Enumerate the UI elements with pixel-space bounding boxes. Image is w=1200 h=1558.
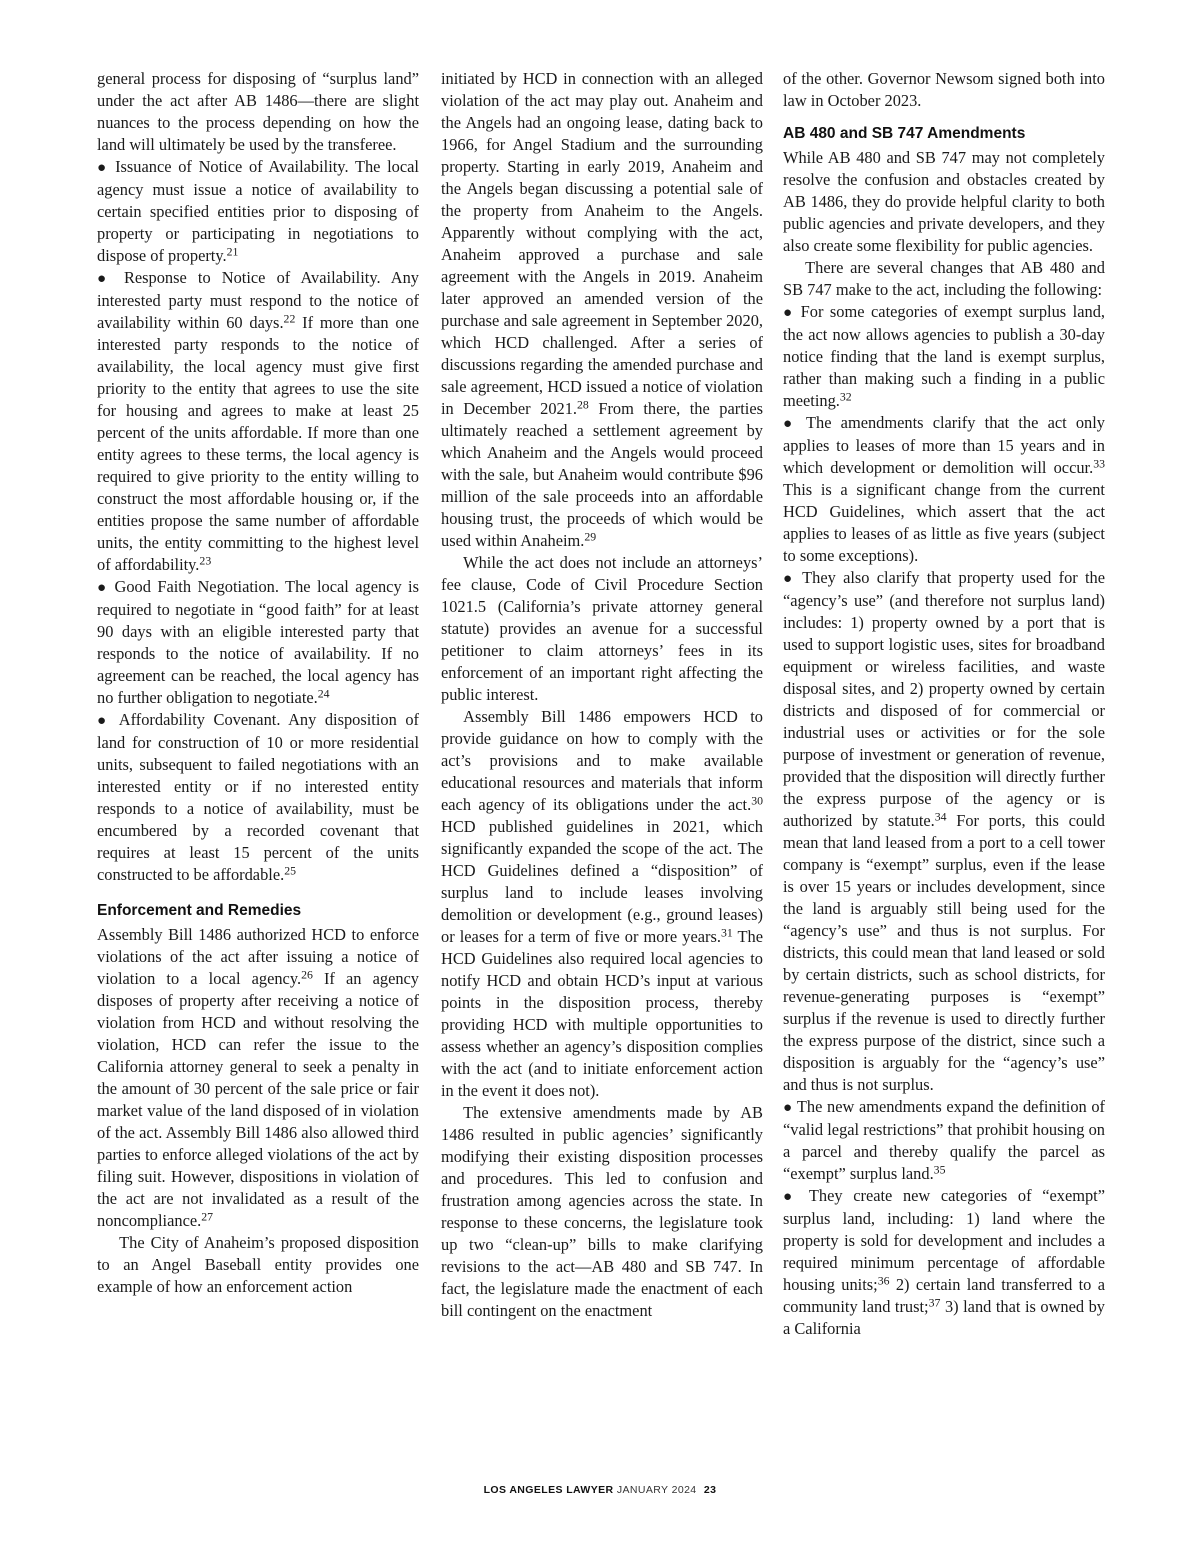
paragraph: Assembly Bill 1486 authorized HCD to enforce violations of the act after issuing a notice of violation to a local agency.$^{26}$ If an agency disposes of property after receiving a notice of violation from HCD and without resolving the violation, HCD can refer the issue to the California attorney general to seek a penalty in the amount of 30 percent of the sale price or fair market value of the land disposed of in violation of the act. Assembly Bill 1486 also allowed third parties to enforce alleged violations of the act by filing suit. However, dispositions in violation of the act are not invalidated as a result of the noncompliance.$^{27}$ [97,925,420,1230]
column-1 [97,68,419,1298]
bullet-item: ● Good Faith Negotiation. The local agency is required to negotiate in “good faith” for at least 90 days with an eligible interested party that responds to the notice of availability. If no agreement can be reached, the local agency has no further obligation to negotiate.$^{24}$ [97,576,419,709]
footnote-ref: 31 [720,925,733,940]
footnote-ref: 35 [933,1162,946,1177]
footnote-ref: 34 [934,809,947,824]
paragraph: While AB 480 and SB 747 may not completely resolve the confusion and obstacles created by AB 1486, they do provide helpful clarity to both public agencies and private developers, and they also create some flexibility for public agencies. [783,148,1105,255]
column-3 [783,68,1105,1340]
magazine-name: LOS ANGELES LAWYER [483,1484,614,1496]
bullet-item: ● Response to Notice of Availability. Any interested party must respond to the notice of availability within 60 days.$^{22}$ If more than one interested party responds to the notice of availability, the local agency must give first priority to the entity that agrees to use the site for housing and agrees to make at least 25 percent of the units affordable. If more than one entity agrees to these terms, the local agency is required to give priority to the entity willing to construct the most affordable housing or, if the entities propose the same number of affordable units, the entity committing to the highest level of affordability.$^{23}$ [97,267,419,576]
column-2 [441,68,763,1322]
bullet-item: ● Affordability Covenant. Any disposition of land for construction of 10 or more residential units, subsequent to failed negotiations with an interested entity or if no interested entity responds to a notice of availability, must be encumbered by a recorded covenant that requires at least 15 percent of the units constructed to be affordable.$^{25}$ [97,709,419,886]
paragraph: There are several changes that AB 480 and SB 747 make to the act, including the following: [783,258,1105,299]
footnote-ref: 24 [317,686,330,701]
paragraph: initiated by HCD in connection with an alleged violation of the act may play out. Anaheim and the Angels had an ongoing lease, dating back to 1966, for Angel Stadium and the surrounding property. Starting in early 2019, Anaheim and the Angels began discussing a potential sale of the property from Anaheim to the Angels. Apparently without complying with the act, Anaheim approved a purchase and sale agreement with the Angels in 2019. Anaheim later approved an amended version of the purchase and sale agreement in September 2020, which HCD challenged. After a series of discussions regarding the amended purchase and sale agreement, HCD issued a notice of violation in December 2021.28 From there, the parties ultimately reached a settlement agreement by which Anaheim and the Angels would proceed with the sale, but Anaheim would contribute $96 million of the sale proceeds into an affordable housing trust, the proceeds of which would be used within Anaheim.$^{29}$ [441,69,763,550]
footnote-ref: 29 [584,529,597,544]
paragraph: general process for disposing of “surplus land” under the act after AB 1486—there are slight nuances to the process depending on how the land will ultimately be used by the transferee. [97,69,419,154]
issue-date: JANUARY 2024 [616,1484,697,1496]
paragraph: of the other. Governor Newsom signed both into law in October 2023. [783,69,1105,110]
bullet-item: ● They create new categories of “exempt” surplus land, including: 1) land where the property is sold for development and includes a required minimum percentage of affordable housing units;$^{36}$ 2) certain land transferred to a community land trust;$^{37}$ 3) land that is owned by a California [783,1185,1105,1340]
footnote-ref: 22 [283,311,296,326]
footnote-ref: 21 [226,244,239,259]
footnote-ref: 26 [301,967,313,982]
footnote-ref: 28 [577,397,589,412]
paragraph: The City of Anaheim’s proposed disposition to an Angel Baseball entity provides one example of how an enforcement action [97,1233,419,1296]
footnote-ref: 37 [928,1295,941,1310]
bullet-item: ● They also clarify that property used for the “agency’s use” (and therefore not surplus land) includes: 1) property owned by a port that is used to support logistic uses, sites for broadband equipment or wireless facilities, and waste disposal sites, and 2) property owned by certain districts and disposed of for commercial or industrial uses or activities or for the sole purpose of investment or generation of revenue, provided that the disposition will directly further the express purpose of the agency or is authorized by statute.$^{34}$ For ports, this could mean that land leased from a port to a cell tower company is “exempt” surplus, even if the lease is over 15 years or includes development, since the land is arguably still being used for the “agency’s use” and thus is not surplus. For districts, this could mean that land leased or sold by certain districts, such as school districts, for revenue-generating purposes is “exempt” surplus if the revenue is used to directly further the express purpose of the district, since such a disposition is arguably for the “agency’s use” and thus is not surplus. [783,567,1105,1096]
page-number: 23 [703,1484,717,1496]
page-footer [0,1484,1200,1496]
footnote-ref: 27 [201,1209,214,1224]
footnote-ref: 30 [751,793,763,808]
paragraph: While the act does not include an attorneys’ fee clause, Code of Civil Procedure Section 1021.5 (California’s private attorney general statute) provides an avenue for a successful petitioner to claim attorneys’ fees in its enforcement of an important right affecting the public interest. [441,553,763,704]
section-heading: AB 480 and SB 747 Amendments [783,125,1026,142]
paragraph: Assembly Bill 1486 empowers HCD to provide guidance on how to comply with the act’s provisions and to make available educational resources and materials that inform each agency of its obligations under the act.$^{30}$ HCD published guidelines in 2021, which significantly expanded the scope of the act. The HCD Guidelines defined a “disposition” of surplus land to include leases involving demolition or development (e.g., ground leases) or leases for a term of five or more years.$^{31}$ The HCD Guidelines also required local agencies to notify HCD and obtain HCD’s input at various points in the disposition process, thereby providing HCD with multiple opportunities to assess whether an agency’s disposition complies with the act (and to initiate enforcement action in the event it does not). [441,707,763,1100]
footnote-ref: 23 [199,553,212,568]
paragraph: The extensive amendments made by AB 1486 resulted in public agencies’ significantly modifying their existing disposition processes and procedures. This led to confusion and frustration among agencies across the state. In response to these concerns, the legislature took up two “clean-up” bills to make clarifying revisions to the act—AB 480 and SB 747. In fact, the legislature made the enactment of each bill contingent on the enactment [441,1103,763,1320]
section-heading: Enforcement and Remedies [97,902,302,919]
bullet-item: ● For some categories of exempt surplus land, the act now allows agencies to publish a 30-day notice finding that the land is exempt surplus, rather than making such a finding in a public meeting.$^{32}$ [783,301,1105,412]
bullet-item: ● The new amendments expand the definition of “valid legal restrictions” that prohibit housing on a parcel and thereby qualify the parcel as “exempt” surplus land.$^{35}$ [783,1096,1105,1185]
footnote-ref: 32 [839,389,852,404]
bullet-item: ● The amendments clarify that the act only applies to leases of more than 15 years and in which development or demolition will occur.$^{33}$ This is a significant change from the current HCD Guidelines, which assert that the act applies to leases of as little as five years (subject to some exceptions). [783,412,1105,567]
footnote-ref: 25 [284,863,297,878]
footnote-ref: 33 [1093,456,1105,471]
footnote-ref: 36 [877,1273,890,1288]
bullet-item: ● Issuance of Notice of Availability. The local agency must issue a notice of availability to certain specified entities prior to disposing of property or participating in negotiations to dispose of property.$^{21}$ [97,156,419,267]
